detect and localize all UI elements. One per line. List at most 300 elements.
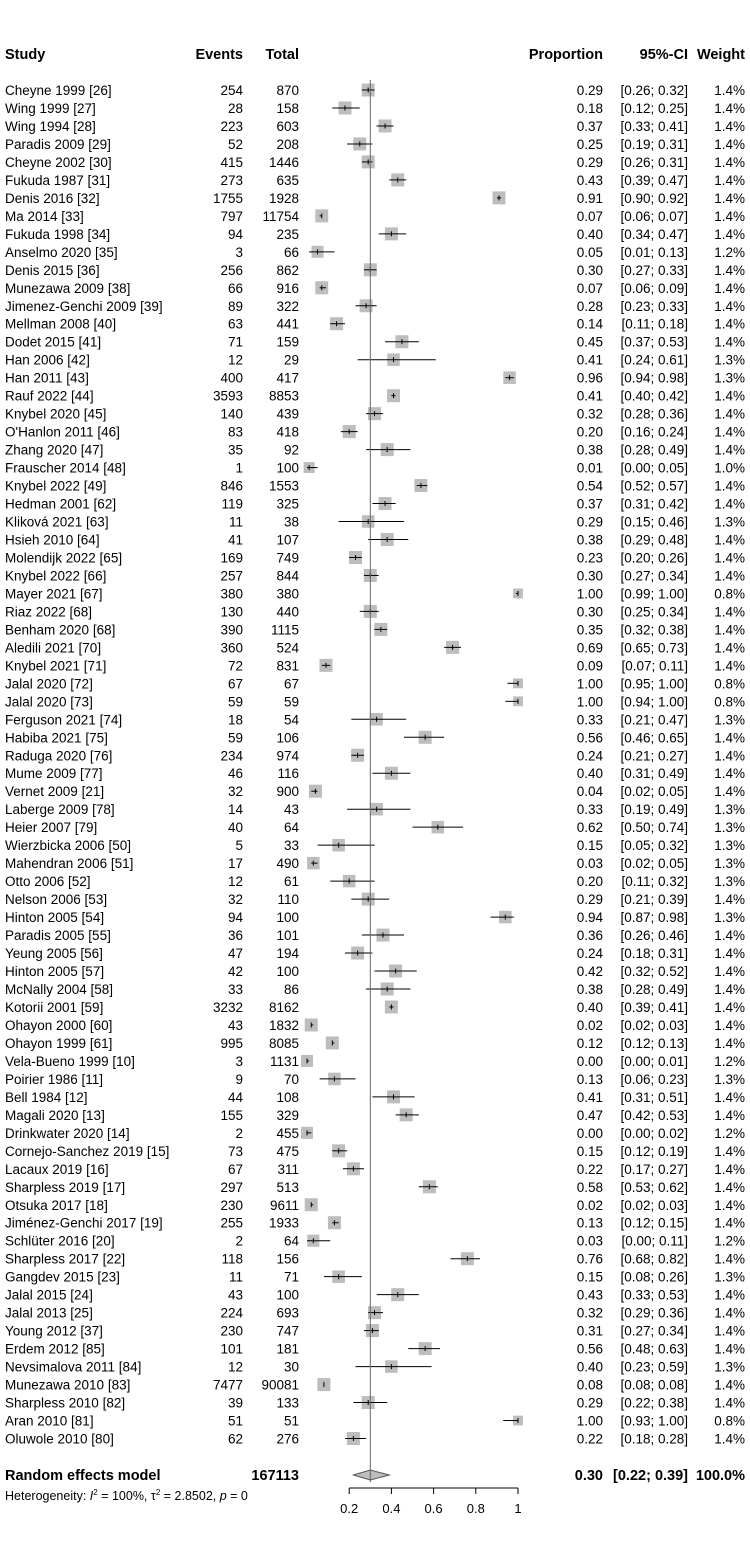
x-tick-label: 0.8 (466, 1501, 485, 1516)
study-weight: 1.3% (714, 874, 745, 890)
summary-proportion: 0.30 (574, 1468, 603, 1484)
summary-ci: [0.22; 0.39] (613, 1468, 688, 1484)
study-total: 11754 (262, 208, 299, 224)
study-total: 603 (276, 118, 299, 134)
study-total: 1928 (268, 190, 299, 206)
study-row (5, 1216, 745, 1231)
study-events: 223 (220, 118, 243, 134)
study-total: 51 (283, 1413, 299, 1429)
study-name: Mahendran 2006 [51] (5, 856, 134, 872)
study-events: 9 (235, 1071, 243, 1087)
study-ci: [0.18; 0.28] (620, 1431, 688, 1447)
study-weight: 1.4% (714, 1215, 745, 1231)
study-name: Knybel 2020 [45] (5, 406, 107, 422)
study-proportion: 0.41 (576, 352, 603, 368)
study-weight: 1.4% (714, 1341, 745, 1357)
study-row (5, 568, 745, 583)
study-row (5, 1288, 745, 1303)
study-weight: 1.4% (714, 1017, 745, 1033)
study-events: 155 (220, 1107, 243, 1123)
study-ci: [0.24; 0.61] (620, 352, 688, 368)
study-weight: 1.4% (714, 406, 745, 422)
study-row (5, 1324, 745, 1339)
study-events: 5 (235, 838, 243, 854)
study-name: Fukuda 1998 [34] (5, 226, 111, 242)
study-row (5, 1396, 745, 1411)
study-row (5, 425, 745, 440)
study-ci: [0.32; 0.38] (620, 622, 688, 638)
study-weight: 1.3% (714, 820, 745, 836)
study-total: 30 (283, 1359, 299, 1375)
study-total: 1115 (270, 622, 299, 638)
study-name: Yeung 2005 [56] (5, 946, 103, 962)
study-ci: [0.19; 0.49] (620, 802, 688, 818)
study-events: 380 (220, 586, 243, 602)
study-ci: [0.90; 0.92] (620, 190, 688, 206)
study-ci: [0.21; 0.47] (620, 712, 688, 728)
study-ci: [0.12; 0.25] (620, 100, 688, 116)
study-name: Nelson 2006 [53] (5, 892, 108, 908)
study-total: 635 (276, 172, 299, 188)
study-total: 455 (276, 1125, 299, 1141)
study-row (5, 155, 745, 170)
study-proportion: 0.56 (576, 1341, 603, 1357)
study-proportion: 0.29 (576, 514, 603, 530)
study-total: 974 (276, 748, 299, 764)
study-weight: 1.3% (714, 838, 745, 854)
study-events: 59 (227, 694, 243, 710)
study-ci: [0.39; 0.41] (620, 999, 688, 1015)
study-events: 119 (221, 496, 243, 512)
study-row (5, 83, 745, 98)
study-ci: [0.15; 0.46] (620, 514, 688, 530)
study-events: 89 (227, 298, 243, 314)
study-events: 46 (227, 766, 243, 782)
study-weight: 1.4% (714, 118, 745, 134)
study-events: 39 (227, 1395, 243, 1411)
study-events: 118 (221, 1251, 243, 1267)
study-row (5, 838, 745, 853)
study-total: 38 (283, 514, 299, 530)
study-events: 3593 (212, 388, 243, 404)
study-proportion: 0.00 (576, 1125, 603, 1141)
summary-row (5, 1468, 745, 1484)
study-row (5, 1180, 745, 1195)
study-proportion: 0.15 (576, 1269, 603, 1285)
study-name: Poirier 1986 [11] (5, 1071, 104, 1087)
study-proportion: 0.04 (576, 784, 603, 800)
study-weight: 1.2% (714, 244, 745, 260)
study-proportion: 0.42 (576, 964, 603, 980)
study-events: 43 (227, 1017, 243, 1033)
study-events: 71 (227, 334, 243, 350)
study-name: Rauf 2022 [44] (5, 388, 94, 404)
study-ci: [0.94; 1.00] (620, 694, 688, 710)
study-name: Han 2011 [43] (5, 370, 89, 386)
study-name: Cheyne 1999 [26] (5, 83, 112, 98)
study-total: 322 (276, 298, 299, 314)
study-proportion: 0.07 (576, 280, 603, 296)
study-proportion: 0.62 (576, 820, 603, 836)
study-row (5, 281, 745, 296)
study-ci: [0.29; 0.36] (620, 1305, 688, 1321)
study-row (5, 892, 745, 907)
study-ci: [0.28; 0.49] (620, 982, 688, 997)
study-weight: 0.8% (714, 586, 745, 602)
study-ci: [0.11; 0.32] (621, 874, 688, 890)
study-name: Hedman 2001 [62] (5, 496, 117, 512)
study-ci: [0.00; 0.01] (620, 1053, 688, 1069)
study-weight: 1.4% (714, 1161, 745, 1177)
study-ci: [0.93; 1.00] (620, 1413, 688, 1429)
study-total: 747 (276, 1323, 299, 1339)
study-weight: 1.4% (714, 550, 745, 566)
study-events: 3 (235, 1053, 243, 1069)
study-total: 276 (276, 1431, 299, 1447)
study-weight: 1.2% (714, 1125, 745, 1141)
study-total: 100 (276, 460, 299, 476)
study-total: 156 (276, 1251, 299, 1267)
study-row (5, 820, 745, 835)
study-row (5, 640, 745, 655)
study-events: 72 (227, 658, 243, 674)
study-name: Hsieh 2010 [64] (5, 532, 100, 548)
study-proportion: 0.20 (576, 874, 603, 890)
study-name: Munezawa 2009 [38] (5, 280, 131, 296)
study-weight: 1.3% (714, 856, 745, 872)
study-events: 40 (227, 820, 243, 836)
study-total: 29 (283, 352, 299, 368)
study-weight: 1.4% (714, 640, 745, 656)
study-events: 73 (227, 1143, 243, 1159)
study-weight: 1.4% (714, 964, 745, 980)
summary-label: Random effects model (5, 1468, 161, 1484)
study-total: 116 (277, 766, 299, 782)
study-name: Frauscher 2014 [48] (5, 460, 126, 476)
study-proportion: 0.09 (576, 658, 603, 674)
study-row (5, 1072, 745, 1087)
study-row (5, 1432, 745, 1447)
study-total: 749 (276, 550, 299, 566)
study-proportion: 0.96 (576, 370, 603, 386)
study-weight: 1.4% (714, 766, 745, 782)
study-proportion: 0.22 (576, 1161, 603, 1177)
study-row (5, 586, 745, 601)
study-total: 235 (276, 226, 299, 242)
study-weight: 1.4% (714, 1287, 745, 1303)
study-row (5, 748, 745, 763)
study-weight: 1.4% (714, 604, 745, 620)
study-ci: [0.02; 0.05] (620, 784, 688, 800)
study-total: 831 (276, 658, 299, 674)
study-row (5, 461, 745, 476)
study-proportion: 0.54 (576, 478, 603, 494)
study-proportion: 0.38 (576, 442, 603, 458)
study-events: 67 (227, 676, 243, 692)
study-row (5, 1270, 745, 1285)
summary-weight: 100.0% (695, 1468, 745, 1484)
study-total: 417 (276, 370, 299, 386)
study-name: Kotorii 2001 [59] (5, 999, 104, 1015)
study-total: 92 (283, 442, 299, 458)
study-proportion: 0.14 (576, 316, 603, 332)
study-row (5, 550, 745, 565)
study-weight: 1.4% (714, 658, 745, 674)
study-total: 181 (276, 1341, 299, 1357)
study-name: Wing 1999 [27] (5, 100, 96, 116)
study-name: Han 2006 [42] (5, 352, 90, 368)
study-proportion: 0.32 (576, 406, 603, 422)
study-proportion: 0.43 (576, 172, 603, 188)
study-weight: 1.4% (714, 172, 745, 188)
study-ci: [0.06; 0.09] (620, 280, 688, 296)
study-weight: 1.4% (714, 478, 745, 494)
study-total: 8853 (268, 388, 299, 404)
study-rows (5, 83, 745, 1447)
study-events: 255 (220, 1215, 243, 1231)
study-total: 110 (277, 892, 299, 908)
header-study: Study (5, 47, 46, 63)
study-row (5, 533, 745, 548)
study-ci: [0.28; 0.49] (620, 442, 688, 458)
study-row (5, 766, 745, 781)
study-proportion: 0.36 (576, 928, 603, 944)
study-proportion: 0.35 (576, 622, 603, 638)
study-events: 63 (227, 316, 243, 332)
study-proportion: 0.03 (576, 1233, 603, 1249)
study-name: Schlüter 2016 [20] (5, 1233, 115, 1249)
study-row (5, 515, 745, 530)
study-weight: 1.3% (714, 910, 745, 926)
study-total: 100 (276, 964, 299, 980)
study-row (5, 191, 745, 206)
study-ci: [0.00; 0.05] (620, 460, 688, 476)
study-ci: [0.19; 0.31] (620, 136, 688, 152)
study-ci: [0.02; 0.03] (620, 1017, 688, 1033)
study-total: 916 (276, 280, 299, 296)
study-ci: [0.87; 0.98] (620, 910, 688, 926)
study-name: Jalal 2015 [24] (5, 1287, 93, 1303)
study-ci: [0.53; 0.62] (620, 1179, 688, 1195)
study-proportion: 0.37 (576, 496, 603, 512)
study-events: 140 (220, 406, 243, 422)
study-weight: 1.4% (714, 1395, 745, 1411)
study-ci: [0.07; 0.11] (621, 658, 688, 674)
study-row (5, 856, 745, 871)
study-proportion: 0.15 (576, 838, 603, 854)
study-weight: 1.4% (714, 334, 745, 350)
study-name: Vernet 2009 [21] (5, 784, 105, 800)
study-total: 329 (276, 1107, 299, 1123)
study-name: Cornejo-Sanchez 2019 [15] (5, 1143, 170, 1159)
study-name: McNally 2004 [58] (5, 982, 114, 997)
study-name: Jalal 2013 [25] (5, 1305, 93, 1321)
study-weight: 1.4% (714, 1305, 745, 1321)
study-name: Denis 2016 [32] (5, 190, 100, 206)
study-weight: 1.4% (714, 1035, 745, 1051)
study-row (5, 1000, 745, 1015)
study-total: 158 (276, 100, 299, 116)
study-events: 51 (227, 1413, 243, 1429)
study-weight: 1.4% (714, 1179, 745, 1195)
study-weight: 1.4% (714, 1251, 745, 1267)
study-events: 415 (220, 154, 243, 170)
summary-diamond (353, 1470, 389, 1480)
study-ci: [0.37; 0.53] (620, 334, 688, 350)
study-proportion: 0.13 (576, 1071, 603, 1087)
study-ci: [0.42; 0.53] (620, 1107, 688, 1123)
study-weight: 1.2% (714, 1053, 745, 1069)
study-proportion: 0.25 (576, 136, 603, 152)
study-ci: [0.12; 0.19] (620, 1143, 688, 1159)
study-weight: 1.4% (714, 748, 745, 764)
study-events: 169 (220, 550, 243, 566)
study-row (5, 389, 745, 404)
study-total: 862 (276, 262, 299, 278)
study-weight: 1.3% (714, 370, 745, 386)
study-row (5, 245, 745, 260)
study-ci: [0.65; 0.73] (620, 640, 688, 656)
study-name: Sharpless 2010 [82] (5, 1395, 126, 1411)
study-name: Ferguson 2021 [74] (5, 712, 123, 728)
study-proportion: 0.03 (576, 856, 603, 872)
study-ci: [0.06; 0.07] (620, 208, 688, 224)
study-row (5, 353, 745, 368)
study-weight: 1.4% (714, 568, 745, 584)
study-events: 257 (220, 568, 243, 584)
study-total: 101 (276, 928, 299, 944)
study-proportion: 0.43 (576, 1287, 603, 1303)
study-row (5, 1378, 745, 1393)
study-total: 100 (276, 1287, 299, 1303)
study-total: 86 (283, 982, 299, 997)
study-weight: 1.4% (714, 388, 745, 404)
study-name: Ohayon 2000 [60] (5, 1017, 113, 1033)
study-proportion: 0.13 (576, 1215, 603, 1231)
study-events: 67 (227, 1161, 243, 1177)
study-weight: 0.8% (714, 694, 745, 710)
study-name: Riaz 2022 [68] (5, 604, 93, 620)
study-weight: 1.4% (714, 730, 745, 746)
summary-total: 167113 (251, 1468, 299, 1484)
study-weight: 1.4% (714, 316, 745, 332)
study-proportion: 0.08 (576, 1377, 603, 1393)
study-total: 107 (276, 532, 299, 548)
study-weight: 1.3% (714, 1269, 745, 1285)
study-row (5, 982, 745, 997)
header-events: Events (195, 47, 243, 63)
study-name: Young 2012 [37] (5, 1323, 103, 1339)
study-weight: 1.4% (714, 1143, 745, 1159)
heterogeneity-text: Heterogeneity: $I^2 = 100\%$, $\tau^2 = 2.8502$, p = 0 (5, 1488, 248, 1503)
study-proportion: 0.12 (576, 1035, 603, 1051)
study-row (5, 407, 745, 422)
study-row (5, 497, 745, 512)
study-weight: 1.3% (714, 514, 745, 530)
study-weight: 1.4% (714, 83, 745, 98)
study-proportion: 1.00 (576, 694, 603, 710)
study-ci: [0.23; 0.59] (620, 1359, 688, 1375)
study-ci: [0.12; 0.15] (620, 1215, 688, 1231)
study-weight: 1.4% (714, 1197, 745, 1213)
study-weight: 1.4% (714, 982, 745, 997)
study-proportion: 0.18 (576, 100, 603, 116)
study-row (5, 676, 745, 691)
study-total: 1446 (268, 154, 299, 170)
study-name: Wierzbicka 2006 [50] (5, 838, 132, 854)
study-total: 64 (283, 820, 299, 836)
study-weight: 1.4% (714, 136, 745, 152)
study-name: Gangdev 2015 [23] (5, 1269, 120, 1285)
study-row (5, 1036, 745, 1051)
study-total: 490 (276, 856, 299, 872)
study-row (5, 730, 745, 745)
study-proportion: 0.45 (576, 334, 603, 350)
study-row (5, 443, 745, 458)
study-name: Hinton 2005 [57] (5, 964, 105, 980)
study-weight: 1.3% (714, 352, 745, 368)
study-events: 273 (220, 172, 243, 188)
study-total: 33 (283, 838, 299, 854)
study-proportion: 0.40 (576, 1359, 603, 1375)
study-name: Mellman 2008 [40] (5, 316, 117, 332)
study-total: 513 (276, 1179, 299, 1195)
study-proportion: 0.02 (576, 1197, 603, 1213)
study-total: 43 (283, 802, 299, 818)
header-proportion: Proportion (528, 47, 603, 63)
study-name: Kliková 2021 [63] (5, 514, 109, 530)
study-events: 41 (227, 532, 243, 548)
study-row (5, 1162, 745, 1177)
study-events: 44 (227, 1089, 243, 1105)
study-ci: [0.21; 0.39] (620, 892, 688, 908)
study-weight: 1.4% (714, 1089, 745, 1105)
study-ci: [0.52; 0.57] (620, 478, 688, 494)
study-ci: [0.39; 0.47] (620, 172, 688, 188)
study-events: 400 (220, 370, 243, 386)
study-ci: [0.48; 0.63] (620, 1341, 688, 1357)
study-weight: 1.4% (714, 442, 745, 458)
study-total: 106 (276, 730, 299, 746)
study-row (5, 712, 745, 727)
study-weight: 1.4% (714, 999, 745, 1015)
study-weight: 1.4% (714, 424, 745, 440)
study-row (5, 227, 745, 242)
study-ci: [0.06; 0.23] (620, 1071, 688, 1087)
study-proportion: 0.40 (576, 999, 603, 1015)
study-ci: [0.31; 0.49] (620, 766, 688, 782)
study-name: Drinkwater 2020 [14] (5, 1125, 130, 1141)
study-row (5, 119, 745, 134)
study-ci: [0.95; 1.00] (620, 676, 688, 692)
study-ci: [0.32; 0.52] (620, 964, 688, 980)
study-proportion: 0.28 (576, 298, 603, 314)
study-total: 71 (283, 1269, 299, 1285)
study-row (5, 784, 745, 799)
study-total: 9611 (269, 1197, 299, 1213)
study-total: 61 (283, 874, 299, 890)
study-total: 1553 (268, 478, 299, 494)
study-total: 870 (276, 83, 299, 98)
study-name: Denis 2015 [36] (5, 262, 100, 278)
study-events: 995 (220, 1035, 243, 1051)
study-events: 230 (220, 1197, 243, 1213)
study-name: Habiba 2021 [75] (5, 730, 108, 746)
study-name: Jiménez-Genchi 2017 [19] (5, 1215, 163, 1231)
study-name: Magali 2020 [13] (5, 1107, 105, 1123)
study-row (5, 1306, 745, 1321)
study-total: 208 (276, 136, 299, 152)
